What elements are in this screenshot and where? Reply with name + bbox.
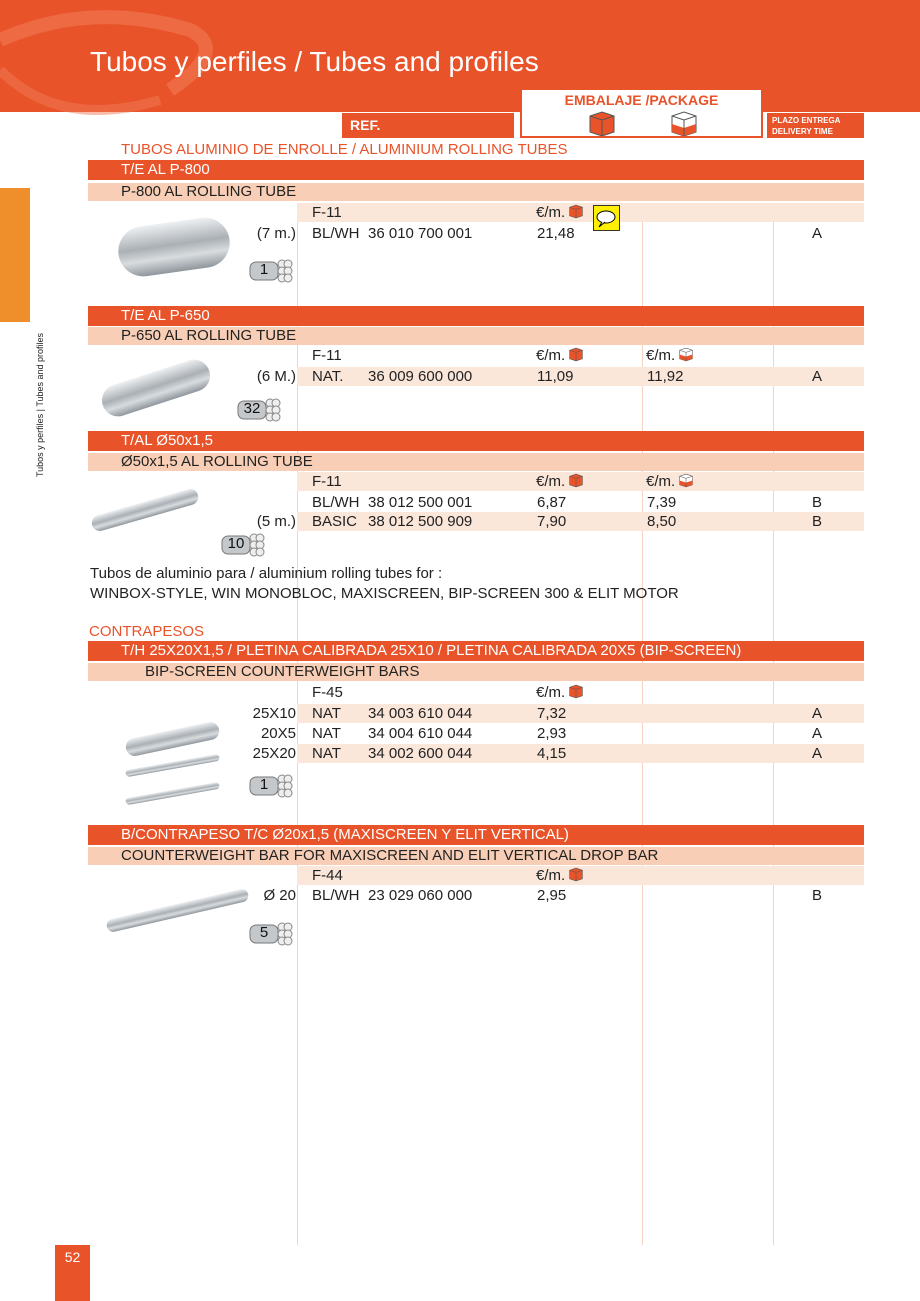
family-row bbox=[297, 203, 864, 222]
box-icon bbox=[568, 473, 584, 488]
price-label: €/m. bbox=[536, 204, 566, 221]
family-row bbox=[297, 683, 864, 702]
price-label: €/m. bbox=[646, 473, 676, 490]
price-half-box: 11,92 bbox=[647, 368, 684, 385]
price-label: €/m. bbox=[536, 347, 566, 364]
price-half-box: 7,39 bbox=[647, 494, 677, 511]
length-label: (5 m.) bbox=[256, 513, 296, 530]
section-header: B/CONTRAPESO T/C Ø20x1,5 (MAXISCREEN Y ELIT VERTICAL) bbox=[88, 825, 864, 845]
bundle-icon bbox=[220, 532, 266, 558]
bundle-icon bbox=[236, 397, 282, 423]
package-column-header bbox=[520, 88, 763, 138]
table-row bbox=[297, 704, 864, 723]
price-label-box bbox=[536, 866, 584, 885]
price-label: €/m. bbox=[536, 867, 566, 884]
section-header: T/E AL P-650 bbox=[88, 306, 864, 326]
page-number: 52 bbox=[55, 1245, 90, 1301]
section-subtitle: BIP-SCREEN COUNTERWEIGHT BARS bbox=[88, 663, 864, 681]
family-row bbox=[297, 346, 864, 365]
section-header: T/AL Ø50x1,5 bbox=[88, 431, 864, 451]
price-half-box: 8,50 bbox=[647, 513, 677, 530]
price-label: €/m. bbox=[646, 347, 676, 364]
family-code: F-11 bbox=[312, 347, 342, 364]
delivery-time: B bbox=[812, 887, 823, 904]
note-line-1: Tubos de aluminio para / aluminium rolling tubes for : bbox=[90, 565, 443, 582]
half-box-icon bbox=[672, 112, 696, 136]
product-image bbox=[98, 355, 214, 420]
price-box: 4,15 bbox=[537, 745, 567, 762]
finish: BL/WH bbox=[312, 887, 360, 904]
finish: BL/WH bbox=[312, 494, 360, 511]
table-row bbox=[297, 744, 864, 763]
product-image bbox=[125, 754, 220, 777]
family-row bbox=[297, 472, 864, 491]
table-row bbox=[297, 512, 864, 531]
reference-code: 34 004 610 044 bbox=[368, 725, 473, 742]
ref-column-header: REF. bbox=[342, 113, 514, 138]
package-icons bbox=[522, 108, 765, 136]
bundle-icon bbox=[248, 921, 294, 947]
family-code: F-44 bbox=[312, 867, 343, 884]
box-icon bbox=[590, 112, 614, 136]
delivery-time: A bbox=[812, 225, 823, 242]
delivery-column-header bbox=[767, 113, 864, 138]
section-subtitle: P-800 AL ROLLING TUBE bbox=[88, 183, 864, 201]
finish: BASIC bbox=[312, 513, 358, 530]
section-subtitle: Ø50x1,5 AL ROLLING TUBE bbox=[88, 453, 864, 471]
finish: NAT bbox=[312, 745, 341, 762]
package-label: EMBALAJE /PACKAGE bbox=[564, 92, 719, 108]
delivery-time: A bbox=[812, 705, 823, 722]
table-row bbox=[297, 724, 864, 743]
page-title: Tubos y perfiles / Tubes and profiles bbox=[90, 46, 539, 77]
reference-code: 34 003 610 044 bbox=[368, 705, 473, 722]
table-row bbox=[297, 224, 864, 243]
product-image bbox=[125, 782, 220, 805]
bundle-quantity: 32 bbox=[243, 400, 261, 417]
delivery-time: A bbox=[812, 725, 823, 742]
category-title: CONTRAPESOS bbox=[89, 623, 205, 640]
finish: BL/WH bbox=[312, 225, 360, 242]
delivery-time: B bbox=[812, 513, 823, 530]
length-label: (6 M.) bbox=[256, 368, 296, 385]
delivery-time: B bbox=[812, 494, 823, 511]
bundle-quantity: 5 bbox=[259, 924, 269, 941]
bundle-quantity: 1 bbox=[259, 261, 269, 278]
reference-code: 38 012 500 909 bbox=[368, 513, 473, 530]
length-label: 25X10 bbox=[252, 705, 296, 722]
price-label-box bbox=[536, 683, 584, 702]
delivery-label-es: PLAZO ENTREGA bbox=[772, 116, 841, 125]
price-box: 6,87 bbox=[537, 494, 567, 511]
bundle-icon bbox=[248, 773, 294, 799]
family-code: F-11 bbox=[312, 473, 342, 490]
note-line-2: WINBOX-STYLE, WIN MONOBLOC, MAXISCREEN, BIP-SCREEN 300 & ELIT MOTOR bbox=[90, 585, 679, 602]
reference-code: 36 009 600 000 bbox=[368, 368, 473, 385]
delivery-label-en: DELIVERY TIME bbox=[772, 127, 833, 136]
box-icon bbox=[568, 204, 584, 219]
finish: NAT bbox=[312, 725, 341, 742]
price-box: 7,90 bbox=[537, 513, 567, 530]
table-row bbox=[297, 493, 864, 512]
reference-code: 34 002 600 044 bbox=[368, 745, 473, 762]
family-code: F-45 bbox=[312, 684, 343, 701]
price-label-box bbox=[536, 472, 584, 491]
price-box: 7,32 bbox=[537, 705, 567, 722]
section-header: T/E AL P-800 bbox=[88, 160, 864, 180]
reference-code: 23 029 060 000 bbox=[368, 887, 473, 904]
decorative-swoosh bbox=[0, 0, 240, 160]
reference-code: 38 012 500 001 bbox=[368, 494, 473, 511]
section-subtitle: P-650 AL ROLLING TUBE bbox=[88, 327, 864, 345]
price-box: 11,09 bbox=[537, 368, 574, 385]
length-label: 20X5 bbox=[260, 725, 296, 742]
box-icon bbox=[568, 867, 584, 882]
box-icon bbox=[568, 347, 584, 362]
finish: NAT bbox=[312, 705, 341, 722]
category-title: TUBOS ALUMINIO DE ENROLLE / ALUMINIUM ROLLING TUBES bbox=[121, 141, 568, 158]
section-subtitle: COUNTERWEIGHT BAR FOR MAXISCREEN AND ELIT VERTICAL DROP BAR bbox=[88, 847, 864, 865]
price-label-half-box bbox=[646, 346, 694, 365]
section-header: T/H 25X20X1,5 / PLETINA CALIBRADA 25X10 / PLETINA CALIBRADA 20X5 (BIP-SCREEN) bbox=[88, 641, 864, 661]
price-label-half-box bbox=[646, 472, 694, 491]
table-row bbox=[297, 367, 864, 386]
family-row bbox=[297, 866, 864, 885]
delivery-time: A bbox=[812, 745, 823, 762]
sidebar-tab bbox=[0, 188, 30, 322]
length-label: Ø 20 bbox=[263, 887, 296, 904]
sidebar-label: Tubos y perfiles | Tubes and profiles bbox=[35, 332, 45, 478]
price-box: 2,95 bbox=[537, 887, 567, 904]
box-icon bbox=[568, 684, 584, 699]
half-box-icon bbox=[678, 473, 694, 488]
length-label: 25X20 bbox=[252, 745, 296, 762]
half-box-icon bbox=[678, 347, 694, 362]
table-row bbox=[297, 886, 864, 905]
bundle-icon bbox=[248, 258, 294, 284]
price-label-box bbox=[536, 203, 584, 222]
price-box: 2,93 bbox=[537, 725, 567, 742]
length-label: (7 m.) bbox=[256, 225, 296, 242]
finish: NAT. bbox=[312, 368, 344, 385]
price-label-box bbox=[536, 346, 584, 365]
bundle-quantity: 1 bbox=[259, 776, 269, 793]
reference-code: 36 010 700 001 bbox=[368, 225, 473, 242]
price-box: 21,48 bbox=[537, 225, 575, 242]
price-label: €/m. bbox=[536, 473, 566, 490]
product-image bbox=[115, 214, 233, 279]
delivery-time: A bbox=[812, 368, 823, 385]
family-code: F-11 bbox=[312, 204, 342, 221]
bundle-quantity: 10 bbox=[227, 535, 245, 552]
price-label: €/m. bbox=[536, 684, 566, 701]
